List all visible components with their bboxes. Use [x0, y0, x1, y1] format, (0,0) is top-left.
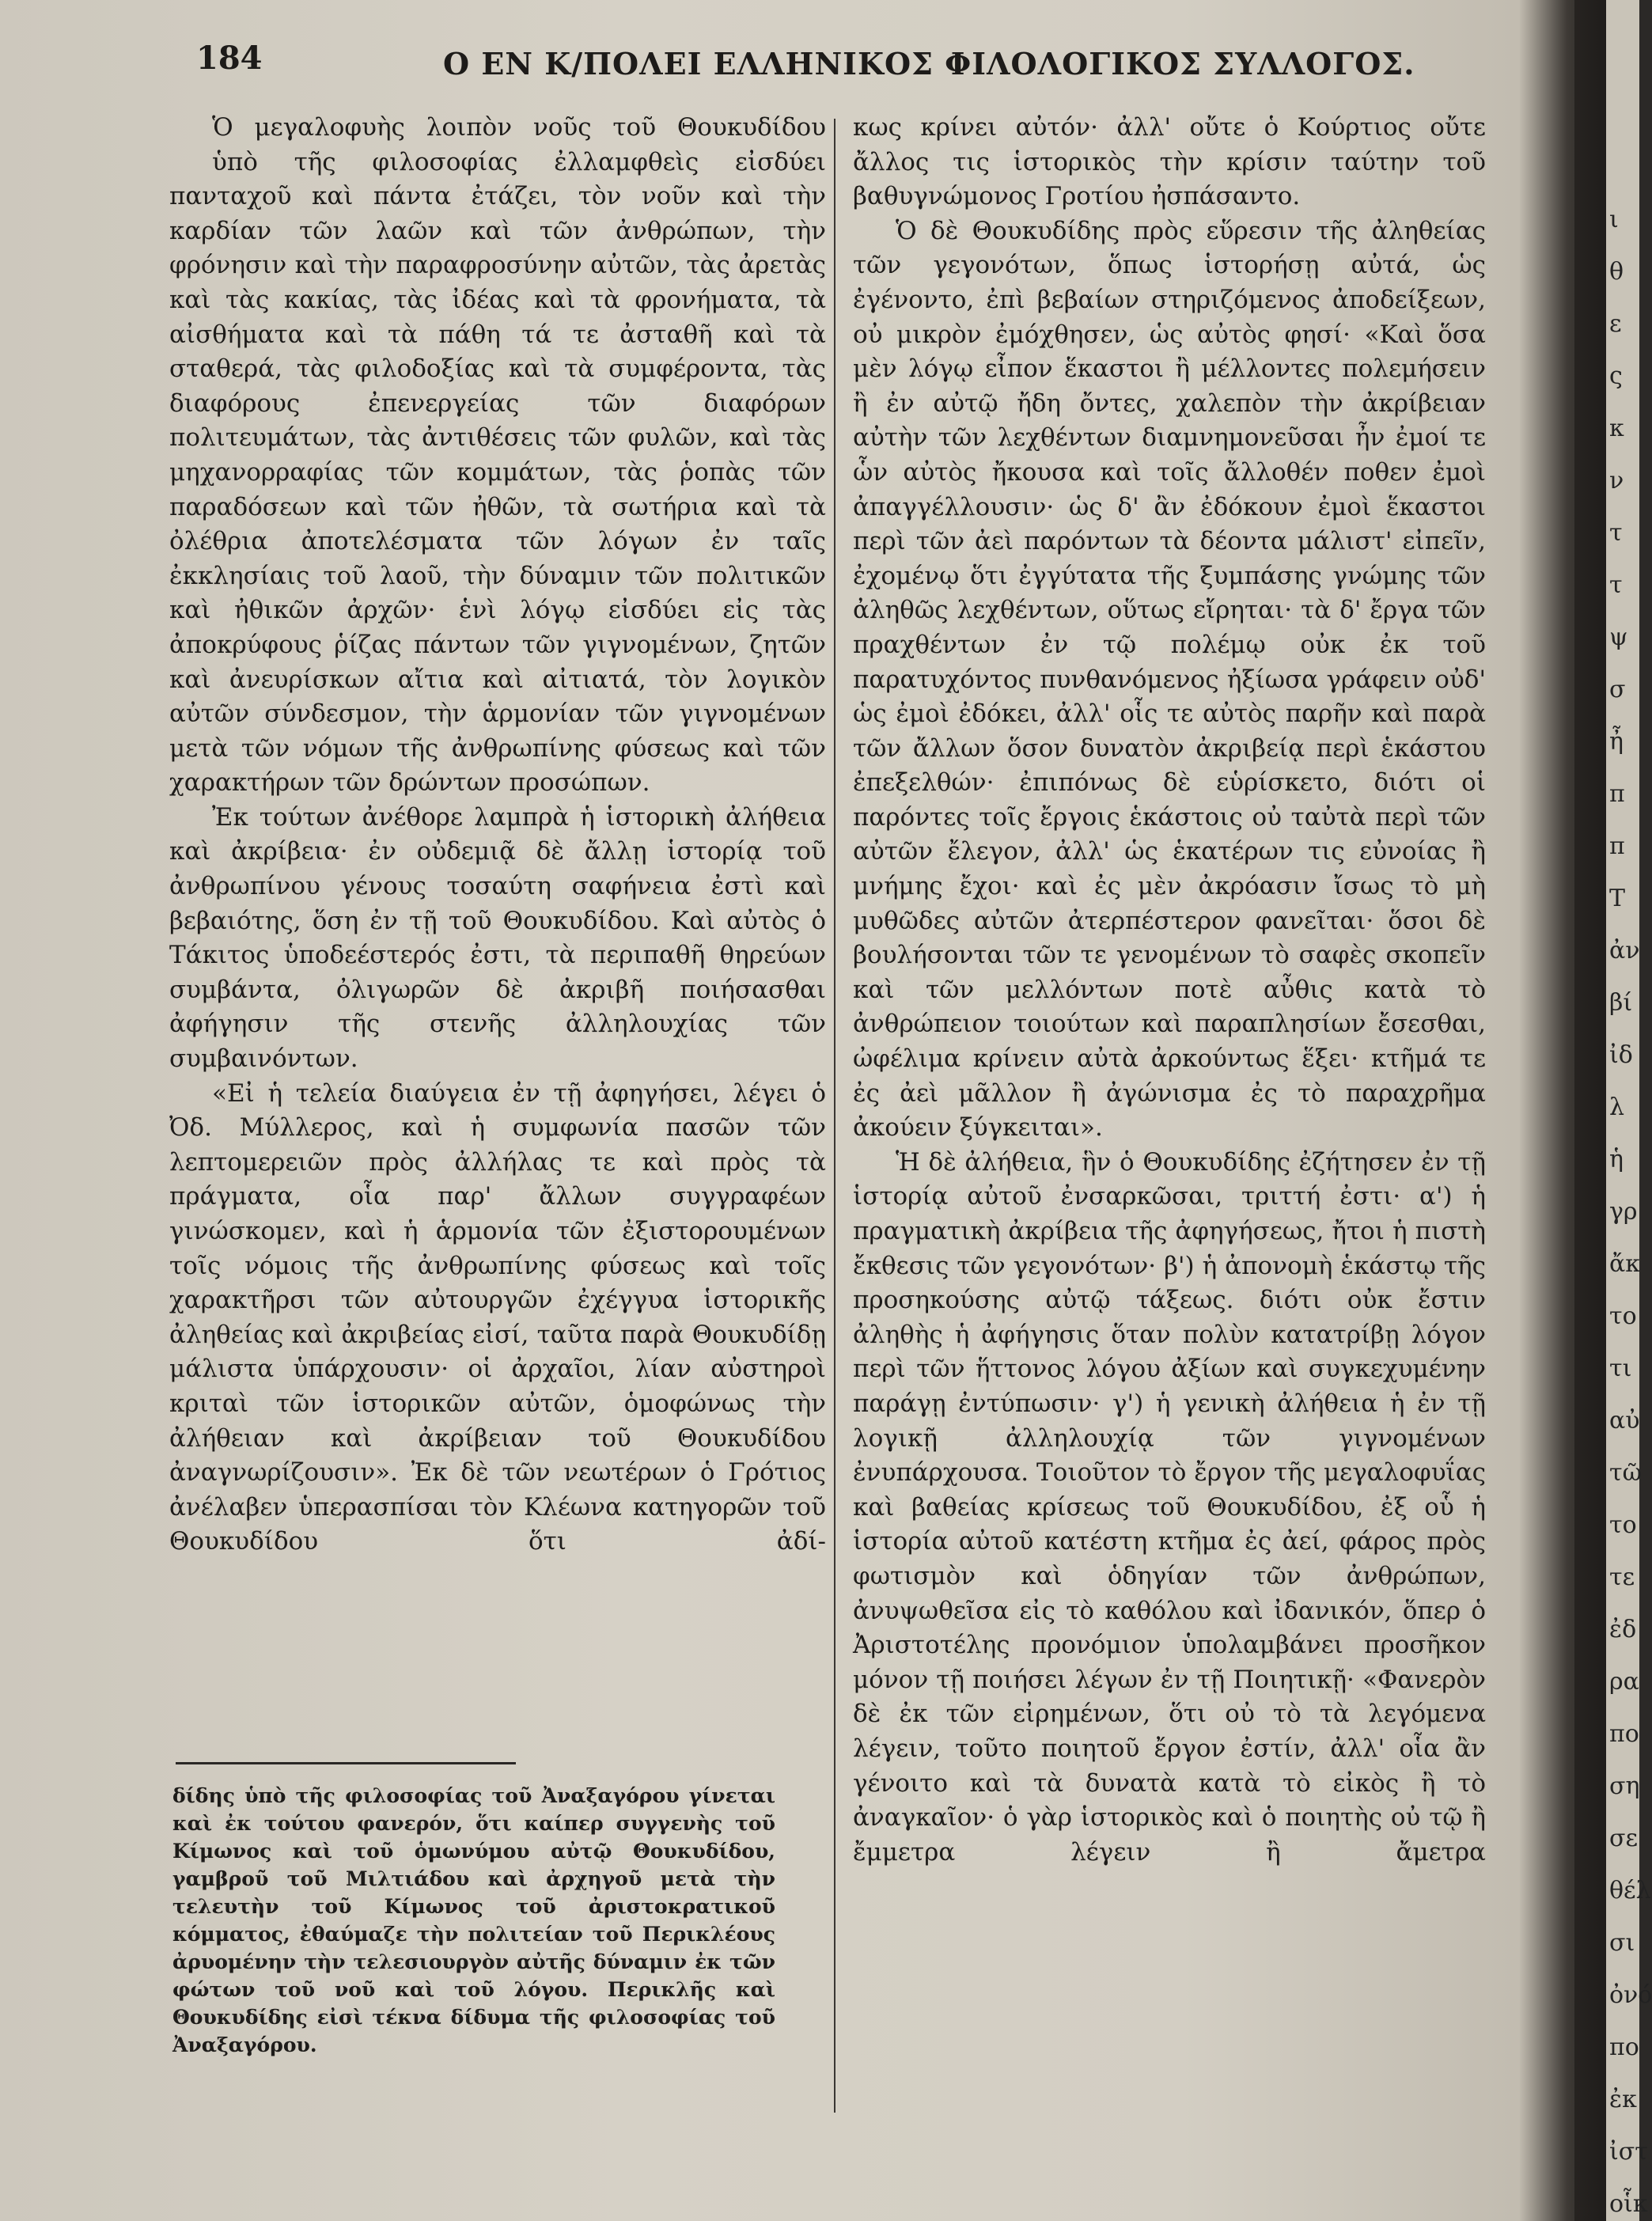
text-line: ἀλήθειαν καὶ ἀκρίβειαν τοῦ Θουκυδίδου [169, 1423, 826, 1453]
text-line: μετὰ τῶν νόμων τῆς ἀνθρωπίνης φύσεως καὶ τῶν [169, 733, 826, 763]
text-line: ἔκθεσις τῶν γεγονότων· β') ἡ ἀπονομὴ ἑκάστῳ τῆς [853, 1251, 1486, 1280]
text-line: αὐτῶν ἔλεγον, ἀλλ' ὡς ἑκατέρων τις εὐνοίας ἢ [853, 837, 1486, 866]
next-page-fragment: ι [1609, 206, 1619, 233]
text-line: πραγματικὴ ἀκρίβεια τῆς ἀφηγήσεως, ἤτοι ἡ πιστὴ [853, 1217, 1486, 1245]
next-page-fragment: ἐκ [1609, 2086, 1637, 2113]
footnote-line: Ἀναξαγόρου. [172, 2033, 317, 2056]
text-line: καὶ τὰς κακίας, τὰς ἰδέας καὶ τὰ φρονήματα, τὰ [169, 285, 826, 314]
next-page-fragment: κ [1609, 415, 1624, 442]
book-gutter [1519, 0, 1606, 2221]
text-line: «Εἰ ἡ τελεία διαύγεια ἐν τῇ ἀφηγήσει, λέγει ὁ [212, 1078, 826, 1108]
text-line: Θουκυδίδου ὅτι ἀδί- [169, 1527, 826, 1556]
text-line: ὠφέλιμα κρίνειν αὐτὰ ἀρκούντως ἕξει· κτῆμά τε [853, 1044, 1486, 1074]
text-line: ἀνθρώπειον τοιούτων καὶ παραπλησίων ἔσεσθαι, [853, 1010, 1486, 1039]
next-page-fragment: σ [1609, 676, 1626, 703]
text-line: καὶ ἀκρίβεια· ἐν οὐδεμιᾷ δὲ ἄλλῃ ἱστορίᾳ τοῦ [169, 837, 826, 866]
next-page-fragment: ἡ [1609, 1146, 1624, 1173]
text-line: πραχθέντων ἐν τῷ πολέμῳ οὐκ ἐκ τοῦ [853, 630, 1486, 659]
footnote-line: γαμβροῦ τοῦ Μιλτιάδου καὶ ἀρχηγοῦ μετὰ τὴν [172, 1867, 775, 1890]
text-line: λεπτομερειῶν πρὸς ἀλλήλας τε καὶ πρὸς τὰ [169, 1147, 826, 1177]
text-line: ἀκούειν ξύγκειται». [853, 1113, 1103, 1143]
text-line: παραδόσεων καὶ τῶν ἠθῶν, τὰ σωτήρια καὶ τὰ [169, 492, 826, 521]
text-line: ἀληθῶς λεχθέντων, οὕτως εἴρηται· τὰ δ' ἔργα τῶν [853, 596, 1486, 625]
next-page-fragment: τῶ [1609, 1459, 1643, 1487]
footnote-line: δίδης ὑπὸ τῆς φιλοσοφίας τοῦ Ἀναξαγόρου γίνεται [172, 1784, 775, 1807]
footnote-line: ἀρυομένην τὴν τελεσιουργὸν αὐτῆς δύναμιν ἐκ τῶν [172, 1950, 775, 1973]
text-line: γινώσκομεν, καὶ ἡ ἁρμονία τῶν ἐξιστορουμένων [169, 1217, 826, 1245]
text-line: ἐς ἀεὶ μᾶλλον ἢ ἀγώνισμα ἐς τὸ παραχρῆμα [853, 1078, 1486, 1108]
text-line: διαφόρους ἐπενεργείας τῶν διαφόρων [169, 388, 826, 418]
text-line: ἀνθρωπίνου γένους τοσαύτη σαφήνεια ἐστὶ καὶ [169, 872, 826, 901]
next-page-fragment: βί [1609, 989, 1633, 1017]
footnote-line: Κίμωνος καὶ τοῦ ὁμωνύμου αὐτῷ Θουκυδίδου, [172, 1840, 775, 1863]
next-page-fragment: ση [1609, 1772, 1640, 1800]
next-page-fragment: ἰστ [1609, 2138, 1648, 2166]
text-line: ἀληθείας καὶ ἀκριβείας εἰσί, ταῦτα παρὰ Θουκυδίδῃ [169, 1320, 826, 1349]
column-divider [834, 119, 835, 2113]
text-line: γένοιτο καὶ τὰ δυνατὰ κατὰ τὸ εἰκὸς ἢ τὸ [853, 1768, 1486, 1798]
next-page-fragment: ρα [1609, 1668, 1639, 1696]
next-page-fragment: ς [1609, 362, 1623, 390]
footnote-line: καὶ ἐκ τούτου φανερόν, ὅτι καίπερ συγγενὴς τοῦ [172, 1812, 775, 1835]
text-line: ἐπεξελθών· ἐπιπόνως δὲ εὑρίσκετο, διότι οἱ [853, 768, 1486, 798]
text-line: φρόνησιν καὶ τὴν παραφροσύνην αὐτῶν, τὰς ἀρετὰς [169, 251, 826, 280]
next-page-fragment: οἷκ [1609, 2190, 1648, 2218]
next-page-edge [1606, 0, 1652, 2221]
text-line: ἀφήγησιν τῆς στενῆς ἀλληλουχίας τῶν [169, 1010, 826, 1039]
next-page-fragment: τ [1609, 571, 1623, 599]
next-page-fragment: ἐδ [1609, 1616, 1637, 1643]
text-line: μόνον τῇ ποιήσει λέγων ἐν τῇ Ποιητικῇ· «Φανερὸν [853, 1665, 1486, 1694]
text-line: περὶ τῶν ἥττονος λόγου ἀξίων καὶ συγκεχυμένην [853, 1355, 1486, 1384]
text-line: ἐχομένῳ ὅτι ἐγγύτατα τῆς ξυμπάσης γνώμης τῶν [853, 561, 1486, 590]
text-line: ἀναγκαῖον· ὁ γὰρ ἱστορικὸς καὶ ὁ ποιητὴς οὐ τῷ ἢ [853, 1803, 1486, 1833]
text-line: ἢ ἐν αὐτῷ ἤδη ὄντες, χαλεπὸν τὴν ἀκρίβειαν [853, 388, 1486, 418]
text-line: ἀληθὴς ἡ ἀφήγησις ὅταν πολὺν κατατρίβῃ λόγον [853, 1320, 1486, 1349]
text-line: φωτισμὸν καὶ ὁδηγίαν τῶν ἀνθρώπων, [853, 1561, 1486, 1590]
footnote-rule [176, 1762, 516, 1764]
text-line: παρατυχόντος πυνθανόμενος ἠξίωσα γράφειν οὐδ' [853, 665, 1486, 694]
text-line: λέγειν, τοῦτο ποιητοῦ ἔργον ἐστίν, ἀλλ' οἷα ἂν [853, 1734, 1486, 1763]
page-number: 184 [196, 40, 263, 77]
right-column [853, 111, 1486, 1870]
text-line: ὡς ἐμοὶ ἐδόκει, ἀλλ' οἷς τε αὐτὸς παρῆν καὶ παρὰ [853, 699, 1486, 729]
text-line: αὐτὴν τῶν λεχθέντων διαμνημονεῦσαι ἦν ἐμοί τε [853, 423, 1486, 453]
text-line: κριταὶ τῶν ἱστορικῶν αὐτῶν, ὁμοφώνως τὴν [169, 1389, 826, 1418]
text-line: αἰσθήματα καὶ τὰ πάθη τά τε ἀσταθῆ καὶ τὰ [169, 320, 826, 349]
text-line: αὐτῶν σύνδεσμον, τὴν ἁρμονίαν τῶν γιγνομένων [169, 699, 826, 729]
next-page-fragment: λ [1609, 1093, 1625, 1121]
text-line: ἱστορία αὐτοῦ κατέστη κτῆμα ἐς ἀεί, φάρος πρὸς [853, 1527, 1486, 1556]
text-line: Ἡ δὲ ἀλήθεια, ἣν ὁ Θουκυδίδης ἐζήτησεν ἐν τῇ [896, 1147, 1486, 1177]
next-page-fragment: θ [1609, 258, 1624, 286]
text-line: τῶν γεγονότων, ὅπως ἱστορήσῃ αὐτά, ὡς [853, 251, 1486, 280]
text-line: καὶ βαθείας κρίσεως τοῦ Θουκυδίδου, ἐξ οὗ ἡ [853, 1492, 1486, 1522]
text-line: ἔμμετρα λέγειν ἢ ἄμετρα [853, 1837, 1486, 1867]
text-line: πράγματα, οἷα παρ' ἄλλων συγγραφέων [169, 1182, 826, 1211]
text-line: συμβαινόντων. [169, 1044, 358, 1074]
text-line: τοῖς νόμοις τῆς ἀνθρωπίνης φύσεως καὶ τοῖς [169, 1251, 826, 1280]
text-line: ὀλέθρια ἀποτελέσματα τῶν λόγων ἐν ταῖς [169, 527, 826, 556]
text-line: ἐκκλησίαις τοῦ λαοῦ, τὴν δύναμιν τῶν πολιτικῶν [169, 561, 826, 590]
footnote-line: τελευτὴν τοῦ Κίμωνος τοῦ ἀριστοκρατικοῦ [172, 1895, 775, 1918]
text-line: προσηκούσης αὐτῷ τάξεως. διότι οὐκ ἔστιν [853, 1286, 1486, 1315]
text-line: περὶ τῶν ἀεὶ παρόντων τὰ δέοντα μάλιστ' εἰπεῖν, [853, 527, 1486, 556]
text-line: Ἀριστοτέλης προνόμιον ὑπολαμβάνει προσῆκον [853, 1631, 1486, 1660]
text-line: παράγῃ ἐντύπωσιν· γ') ἡ γενικὴ ἀλήθεια ἡ ἐν τῇ [853, 1389, 1486, 1418]
text-line: ὧν αὐτὸς ἤκουσα καὶ τοῖς ἄλλοθέν ποθεν ἐμοὶ [853, 457, 1486, 487]
next-page-fragment: τε [1609, 1563, 1635, 1591]
text-line: συμβάντα, ὀλιγωρῶν δὲ ἀκριβῆ ποιήσασθαι [169, 975, 826, 1004]
text-line: τῶν ἄλλων ὅσον δυνατὸν ἀκριβείᾳ περὶ ἑκάστου [853, 733, 1486, 763]
next-page-fragment: τ [1609, 519, 1623, 547]
next-page-fragment: ἰδ [1609, 1041, 1633, 1069]
next-page-fragment: τι [1609, 1355, 1632, 1382]
text-line: χαρακτήρων τῶν δρώντων προσώπων. [169, 768, 650, 798]
footnote-line: Θουκυδίδης εἰσὶ τέκνα δίδυμα τῆς φιλοσοφίας τοῦ [172, 2006, 775, 2029]
text-line: ἀποκρύφους ῥίζας πάντων τῶν γιγνομένων, ζητῶν [169, 630, 826, 659]
text-line: ἐνυπάρχουσα. Τοιοῦτον τὸ ἔργον τῆς μεγαλοφυΐας [853, 1458, 1486, 1488]
text-line: βεβαιότης, ὅση ἐν τῇ τοῦ Θουκυδίδου. Καὶ αὐτὸς ὁ [169, 906, 826, 935]
next-page-fragment: πο [1609, 2033, 1639, 2061]
text-line: καὶ τῶν μελλόντων ποτὲ αὖθις κατὰ τὸ [853, 975, 1486, 1004]
text-line: σταθερά, τὰς φιλοδοξίας καὶ τὰ συμφέροντα, τὰς [169, 354, 826, 384]
text-line: πολιτευμάτων, τὰς ἀντιθέσεις τῶν φυλῶν, καὶ τὰς [169, 423, 826, 453]
next-page-fragment: ἦ [1609, 728, 1624, 756]
text-line: κως κρίνει αὐτόν· ἀλλ' οὔτε ὁ Κούρτιος οὔτε [853, 113, 1486, 142]
text-line: μηχανορραφίας τῶν κομμάτων, τὰς ῥοπὰς τῶν [169, 457, 826, 487]
next-page-fragment: ν [1609, 467, 1624, 495]
running-title: Ο ΕΝ Κ/ΠΟΛΕΙ ΕΛΛΗΝΙΚΟΣ ΦΙΛΟΛΟΓΙΚΟΣ ΣΥΛΛΟΓΟΣ. [443, 46, 1415, 81]
text-line: πανταχοῦ καὶ πάντα ἐτάζει, τὸν νοῦν καὶ τὴν [169, 182, 826, 211]
text-line: βαθυγνώμονος Γροτίου ἠσπάσαντο. [853, 182, 1301, 211]
text-line: ὑπὸ τῆς φιλοσοφίας ἐλλαμφθεὶς εἰσδύει [212, 147, 826, 176]
text-line: Ὀδ. Μύλλερος, καὶ ἡ συμφωνία πασῶν τῶν [169, 1113, 826, 1143]
text-line: δὲ ἐκ τῶν εἰρημένων, ὅτι οὐ τὸ τὰ λεγόμενα [853, 1700, 1486, 1729]
footnote-line: κόμματος, ἐθαύμαζε τὴν πολιτείαν τοῦ Περικλέους [172, 1923, 775, 1946]
text-line: ἀνυψωθεῖσα εἰς τὸ καθόλου καὶ ἰδανικόν, ὅπερ ὁ [853, 1596, 1486, 1625]
text-line: ἄλλος τις ἱστορικὸς τὴν κρίσιν ταύτην τοῦ [853, 147, 1486, 176]
text-line: μὲν λόγῳ εἶπον ἕκαστοι ἢ μέλλοντες πολεμήσειν [853, 354, 1486, 384]
text-line: μάλιστα ὑπάρχουσιν· οἱ ἀρχαῖοι, λίαν αὐστηροὶ [169, 1355, 826, 1384]
footnote-line: φώτων τοῦ νοῦ καὶ τοῦ λόγου. Περικλῆς καὶ [172, 1978, 775, 2001]
next-page-fragment: π [1609, 832, 1625, 860]
next-page-fragment: πο [1609, 1720, 1639, 1748]
text-line: λογικῇ ἀλληλουχίᾳ τῶν γιγνομένων [853, 1423, 1486, 1453]
next-page-fragment: ἄκ [1609, 1250, 1641, 1278]
text-line: καρδίαν τῶν λαῶν καὶ τῶν ἀνθρώπων, τὴν [169, 216, 826, 245]
text-line: Ὁ δὲ Θουκυδίδης πρὸς εὕρεσιν τῆς ἀληθείας [896, 216, 1486, 245]
text-line: μνήμης ἔχοι· καὶ ἐς μὲν ἀκρόασιν ἴσως τὸ μὴ [853, 872, 1486, 901]
next-page-fragment: αὐ [1609, 1407, 1640, 1435]
next-page-fragment: ψ [1609, 623, 1628, 651]
text-line: Τάκιτος ὑποδεέστερός ἐστι, τὰ περιπαθῆ θηρεύων [169, 941, 826, 970]
text-line: ἀπαγγέλλουσιν· ὡς δ' ἂν ἐδόκουν ἐμοὶ ἕκαστοι [853, 492, 1486, 521]
next-page-fragment: σε [1609, 1825, 1639, 1852]
footnote [172, 1782, 775, 2059]
text-line: μυθῶδες αὐτῶν ἀτερπέστερον φανεῖται· ὅσοι δὲ [853, 906, 1486, 935]
next-page-fragment: θέλ [1609, 1877, 1651, 1905]
text-line: παρόντες τοῖς ἔργοις ἑκάστοις οὐ ταὐτὰ περὶ τῶν [853, 802, 1486, 832]
next-page-fragment: π [1609, 780, 1625, 808]
next-page-fragment: σι [1609, 1929, 1635, 1957]
next-page-fragment: ὀνό [1609, 1981, 1652, 2009]
next-page-fragment: το [1609, 1511, 1637, 1539]
next-page-fragment: το [1609, 1302, 1637, 1330]
left-column [169, 111, 826, 1560]
text-line: χαρακτῆρσι τῶν αὐτουργῶν ἐχέγγυα ἱστορικῆς [169, 1286, 826, 1315]
next-page-fragment: ε [1609, 310, 1622, 338]
next-page-fragment: ἀν [1609, 937, 1640, 965]
text-line: βουλήσονται τῶν τε γενομένων τὸ σαφὲς σκοπεῖν [853, 941, 1486, 970]
text-line: οὐ μικρὸν ἐμόχθησεν, ὡς αὐτὸς φησί· «Καὶ ὅσα [853, 320, 1486, 349]
text-line: ἀναγνωρίζουσιν». Ἐκ δὲ τῶν νεωτέρων ὁ Γρότιος [169, 1458, 826, 1488]
text-line: ἐγένοντο, ἐπὶ βεβαίων στηριζόμενος ἀποδείξεων, [853, 285, 1486, 314]
text-line: καὶ ἠθικῶν ἀρχῶν· ἑνὶ λόγῳ εἰσδύει εἰς τὰς [169, 596, 826, 625]
text-line: καὶ ἀνευρίσκων αἴτια καὶ αἰτιατά, τὸν λογικὸν [169, 665, 826, 694]
next-page-fragment: Τ [1609, 885, 1626, 912]
text-line: ἀνέλαβεν ὑπερασπίσαι τὸν Κλέωνα κατηγορῶν τοῦ [169, 1492, 826, 1522]
next-page-fragment: γρ [1609, 1198, 1638, 1226]
text-line: ἱστορίᾳ αὐτοῦ ἐνσαρκῶσαι, τριττή ἐστι· α') ἡ [853, 1182, 1486, 1211]
text-line: Ἐκ τούτων ἀνέθορε λαμπρὰ ἡ ἱστορικὴ ἀλήθεια [212, 802, 826, 832]
text-line: Ὁ μεγαλοφυὴς λοιπὸν νοῦς τοῦ Θουκυδίδου [212, 113, 826, 142]
